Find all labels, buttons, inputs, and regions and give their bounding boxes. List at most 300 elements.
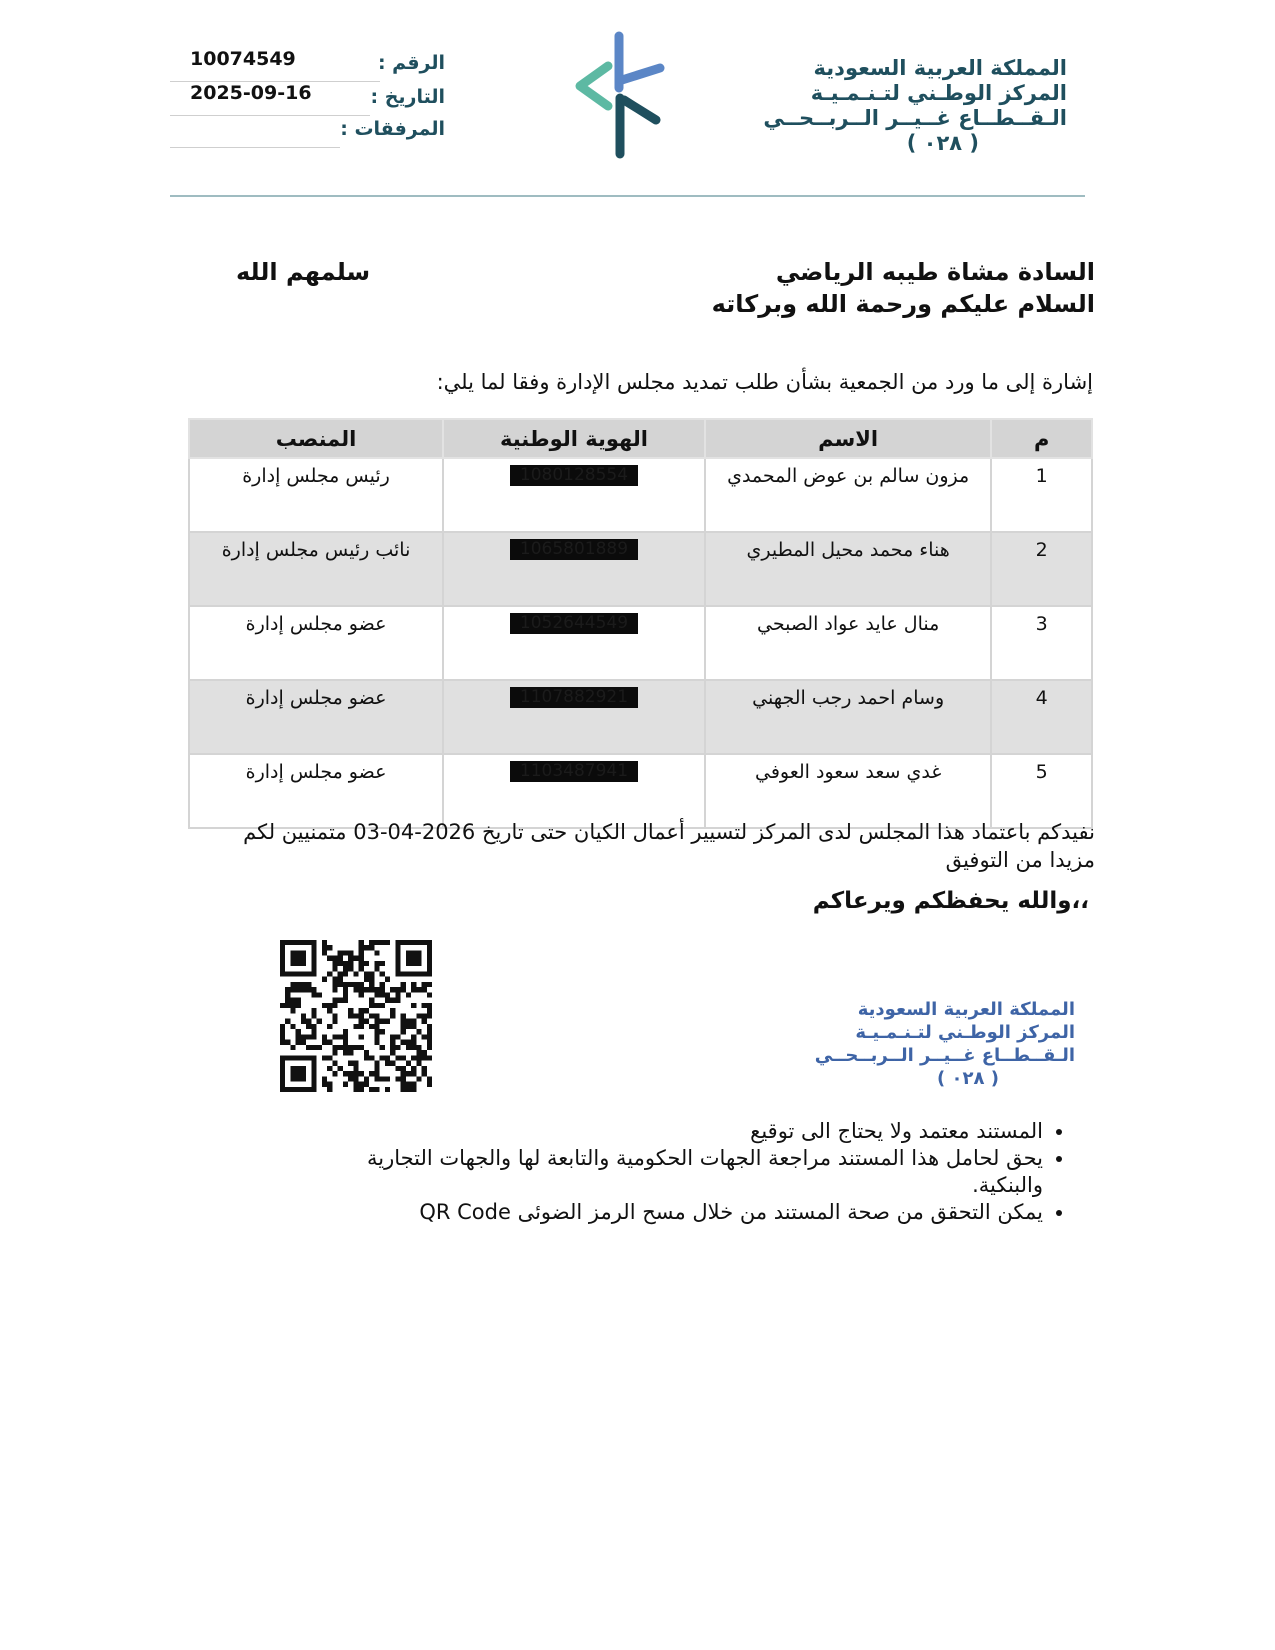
qr-module (332, 998, 337, 1003)
qr-module (338, 1034, 343, 1039)
qr-module (411, 1082, 416, 1087)
qr-module (359, 961, 364, 966)
row-num: 1 (991, 458, 1092, 532)
qr-module (427, 1055, 432, 1060)
qr-finder-edge (280, 1055, 285, 1092)
row-id-cell (443, 532, 705, 606)
table-row (189, 680, 1092, 754)
logo-dark-arm (624, 100, 656, 120)
qr-module (332, 1003, 337, 1008)
qr-module (401, 1076, 406, 1081)
row-id-cell (443, 754, 705, 828)
qr-module (327, 1082, 332, 1087)
qr-module (406, 1019, 411, 1024)
row-name: وسام احمد رجب الجهني (705, 680, 991, 754)
org-line-sector: الـقــطــاع غــيــر الــربــحــي (763, 106, 1067, 130)
qr-module (332, 1071, 337, 1076)
qr-module (380, 1055, 385, 1060)
table-row (189, 458, 1092, 532)
qr-module (374, 1071, 379, 1076)
qr-module (317, 992, 322, 997)
qr-module (364, 945, 369, 950)
qr-finder-edge (395, 940, 432, 945)
body-line-2: مزيدا من التوفيق (945, 848, 1095, 872)
closing: والله يحفظكم ويرعاكم،، (812, 888, 1089, 914)
row-id-cell (443, 458, 705, 532)
qr-module (332, 961, 337, 966)
qr-module (322, 977, 327, 982)
date-underline (170, 115, 370, 116)
qr-module (327, 956, 332, 961)
qr-module (353, 971, 358, 976)
redacted-national-id: 1103487941 (510, 761, 638, 782)
qr-module (395, 1076, 400, 1081)
qr-module (290, 1003, 295, 1008)
qr-module (359, 950, 364, 955)
qr-module (338, 982, 343, 987)
qr-module (385, 1061, 390, 1066)
qr-module (290, 1045, 295, 1050)
qr-module (348, 1013, 353, 1018)
qr-module (343, 1034, 348, 1039)
qr-module (301, 987, 306, 992)
row-num: 2 (991, 532, 1092, 606)
qr-module (285, 998, 290, 1003)
qr-module (332, 1050, 337, 1055)
qr-module (327, 1003, 332, 1008)
qr-module (401, 982, 406, 987)
qr-module (317, 1045, 322, 1050)
qr-finder-edge (280, 1087, 317, 1092)
notes-list (303, 1118, 1065, 1226)
qr-module (369, 945, 374, 950)
qr-module (411, 987, 416, 992)
stamp-line-country: المملكة العربية السعودية (857, 999, 1075, 1020)
qr-module (290, 1024, 295, 1029)
qr-module (385, 998, 390, 1003)
col-header-national-id: الهوية الوطنية (443, 419, 705, 458)
qr-module (311, 1034, 316, 1039)
qr-module (348, 982, 353, 987)
qr-module (380, 940, 385, 945)
qr-module (338, 971, 343, 976)
qr-module (427, 1040, 432, 1045)
qr-module (422, 1066, 427, 1071)
qr-module (385, 1019, 390, 1024)
qr-module (359, 1008, 364, 1013)
org-line-country: المملكة العربية السعودية (813, 56, 1067, 80)
qr-module (359, 992, 364, 997)
row-position: عضو مجلس إدارة (189, 680, 443, 754)
date-label: التاريخ : (370, 86, 445, 108)
qr-module (416, 1013, 421, 1018)
qr-module (401, 1055, 406, 1060)
qr-module (374, 1013, 379, 1018)
qr-finder-center (290, 950, 306, 966)
qr-module (364, 987, 369, 992)
qr-module (380, 1029, 385, 1034)
qr-module (364, 971, 369, 976)
qr-module (422, 1055, 427, 1060)
table-row (189, 606, 1092, 680)
qr-module (280, 1040, 285, 1045)
qr-module (411, 1045, 416, 1050)
qr-module (353, 1024, 358, 1029)
qr-module (385, 1087, 390, 1092)
qr-module (374, 961, 379, 966)
qr-module (401, 1066, 406, 1071)
attachments-label: المرفقات : (340, 118, 445, 140)
qr-module (343, 1040, 348, 1045)
qr-module (348, 1076, 353, 1081)
qr-module (311, 992, 316, 997)
qr-module (280, 1029, 285, 1034)
qr-module (338, 956, 343, 961)
qr-module (359, 1087, 364, 1092)
qr-module (290, 998, 295, 1003)
qr-module (301, 982, 306, 987)
qr-finder-edge (311, 1055, 316, 1092)
qr-module (427, 982, 432, 987)
qr-module (380, 1076, 385, 1081)
qr-module (364, 1019, 369, 1024)
qr-module (301, 1013, 306, 1018)
qr-module (332, 1013, 337, 1018)
qr-module (385, 940, 390, 945)
qr-module (374, 1061, 379, 1066)
qr-module (306, 1034, 311, 1039)
qr-module (369, 971, 374, 976)
qr-module (374, 1087, 379, 1092)
qr-module (395, 987, 400, 992)
ref-number-row (170, 48, 445, 82)
qr-module (296, 1034, 301, 1039)
qr-module (359, 1013, 364, 1018)
qr-module (411, 1040, 416, 1045)
qr-module (332, 1061, 337, 1066)
qr-module (332, 966, 337, 971)
qr-module (374, 992, 379, 997)
qr-module (296, 1029, 301, 1034)
ref-number-value: 10074549 (190, 48, 296, 70)
qr-module (306, 1024, 311, 1029)
qr-module (390, 1050, 395, 1055)
row-num: 4 (991, 680, 1092, 754)
date-value: 2025-09-16 (190, 82, 312, 104)
qr-module (385, 992, 390, 997)
greeting: السلام عليكم ورحمة الله وبركاته (711, 290, 1095, 318)
qr-module (422, 1019, 427, 1024)
qr-module (338, 950, 343, 955)
qr-module (390, 1045, 395, 1050)
qr-module (285, 987, 290, 992)
qr-module (353, 956, 358, 961)
qr-module (369, 998, 374, 1003)
qr-module (306, 982, 311, 987)
list-item: • يحق لحامل هذا المستند مراجعة الجهات الحكومية والتابعة لها والجهات التجارية والبنكية. (303, 1145, 1043, 1199)
qr-module (359, 1019, 364, 1024)
qr-module (401, 1024, 406, 1029)
qr-module (406, 1061, 411, 1066)
qr-module (427, 1008, 432, 1013)
qr-module (422, 1050, 427, 1055)
qr-module (390, 1040, 395, 1045)
qr-module (390, 987, 395, 992)
qr-module (422, 987, 427, 992)
qr-module (401, 987, 406, 992)
qr-module (380, 982, 385, 987)
qr-module (301, 1040, 306, 1045)
row-num: 3 (991, 606, 1092, 680)
qr-finder-edge (395, 971, 432, 976)
qr-module (322, 950, 327, 955)
row-name: هناء محمد محيل المطيري (705, 532, 991, 606)
qr-module (411, 1071, 416, 1076)
qr-module (406, 1087, 411, 1092)
qr-module (353, 1066, 358, 1071)
redacted-national-id: 1065801889 (510, 539, 638, 560)
qr-module (406, 1071, 411, 1076)
qr-module (353, 987, 358, 992)
qr-module (427, 992, 432, 997)
qr-module (296, 1003, 301, 1008)
qr-module (390, 1008, 395, 1013)
qr-module (296, 1040, 301, 1045)
qr-module (406, 992, 411, 997)
qr-module (380, 1003, 385, 1008)
qr-module (343, 987, 348, 992)
qr-module (353, 1087, 358, 1092)
row-name: مزون سالم بن عوض المحمدي (705, 458, 991, 532)
qr-module (290, 987, 295, 992)
qr-module (280, 1024, 285, 1029)
row-name: منال عايد عواد الصبحي (705, 606, 991, 680)
qr-module (369, 1024, 374, 1029)
qr-module (401, 1071, 406, 1076)
qr-module (395, 992, 400, 997)
qr-module (332, 1034, 337, 1039)
qr-module (332, 1045, 337, 1050)
qr-module (380, 961, 385, 966)
qr-module (401, 1082, 406, 1087)
qr-module (369, 987, 374, 992)
qr-finder-edge (427, 940, 432, 977)
qr-module (395, 1055, 400, 1060)
qr-module (296, 987, 301, 992)
qr-module (306, 1019, 311, 1024)
qr-module (306, 987, 311, 992)
qr-module (369, 977, 374, 982)
qr-module (353, 1013, 358, 1018)
qr-module (411, 982, 416, 987)
attachments-row (170, 118, 445, 148)
qr-module (374, 1040, 379, 1045)
table-header-row (189, 419, 1092, 458)
qr-module (416, 1055, 421, 1060)
list-item: • المستند معتمد ولا يحتاج الى توقيع (303, 1118, 1043, 1145)
qr-module (395, 1045, 400, 1050)
qr-module (390, 1013, 395, 1018)
qr-module (380, 1045, 385, 1050)
qr-module (380, 987, 385, 992)
addressee: السادة مشاة طيبه الرياضي (775, 258, 1095, 286)
qr-module (374, 1029, 379, 1034)
qr-module (380, 971, 385, 976)
qr-module (311, 1013, 316, 1018)
row-position: عضو مجلس إدارة (189, 606, 443, 680)
qr-module (322, 940, 327, 945)
qr-finder-edge (395, 940, 400, 977)
qr-module (359, 956, 364, 961)
qr-module (390, 1061, 395, 1066)
qr-module (296, 982, 301, 987)
qr-module (427, 1013, 432, 1018)
qr-module (427, 1003, 432, 1008)
qr-module (427, 1034, 432, 1039)
qr-module (416, 987, 421, 992)
qr-module (364, 1076, 369, 1081)
qr-module (359, 1045, 364, 1050)
qr-module (322, 1076, 327, 1081)
qr-module (327, 1087, 332, 1092)
qr-module (395, 1034, 400, 1039)
col-header-name: الاسم (705, 419, 991, 458)
qr-module (411, 1066, 416, 1071)
center-logo-icon (572, 28, 672, 162)
qr-module (327, 1024, 332, 1029)
qr-module (348, 966, 353, 971)
qr-finder-edge (280, 1055, 317, 1060)
qr-module (374, 1034, 379, 1039)
qr-module (311, 1045, 316, 1050)
qr-module (411, 1019, 416, 1024)
qr-module (401, 1019, 406, 1024)
qr-module (353, 1082, 358, 1087)
qr-module (332, 987, 337, 992)
qr-finder-edge (280, 971, 317, 976)
qr-module (359, 945, 364, 950)
qr-module (327, 1008, 332, 1013)
qr-finder-center (406, 950, 422, 966)
qr-module (374, 940, 379, 945)
qr-module (395, 998, 400, 1003)
qr-module (332, 982, 337, 987)
qr-module (327, 945, 332, 950)
qr-module (343, 1050, 348, 1055)
qr-module (374, 1019, 379, 1024)
row-name: غدي سعد سعود العوفي (705, 754, 991, 828)
qr-module (422, 982, 427, 987)
qr-module (338, 1066, 343, 1071)
qr-module (359, 1082, 364, 1087)
stamp-block (815, 998, 1075, 1090)
qr-module (374, 1076, 379, 1081)
row-position: رئيس مجلس إدارة (189, 458, 443, 532)
qr-module (322, 1003, 327, 1008)
qr-module (311, 1008, 316, 1013)
qr-module (411, 1024, 416, 1029)
qr-module (348, 1050, 353, 1055)
qr-module (343, 966, 348, 971)
qr-module (369, 1003, 374, 1008)
qr-module (348, 1045, 353, 1050)
qr-module (416, 1045, 421, 1050)
qr-module (311, 987, 316, 992)
qr-module (301, 1019, 306, 1024)
body-line-1: نفيدكم باعتماد هذا المجلس لدى المركز لتسيير أعمال الكيان حتى تاريخ 2026-04-03 متمنيين لكم (243, 820, 1095, 844)
qr-finder-edge (311, 940, 316, 977)
qr-module (338, 977, 343, 982)
qr-module (411, 1087, 416, 1092)
qr-module (364, 1008, 369, 1013)
stamp-line-center: المركز الوطـني لتـنـمـيـة (855, 1022, 1075, 1043)
qr-module (290, 1008, 295, 1013)
qr-module (416, 1050, 421, 1055)
qr-module (348, 1071, 353, 1076)
qr-module (322, 945, 327, 950)
qr-module (327, 1040, 332, 1045)
qr-module (359, 1071, 364, 1076)
qr-module (353, 1076, 358, 1081)
qr-module (332, 956, 337, 961)
qr-module (348, 1061, 353, 1066)
qr-module (285, 1019, 290, 1024)
qr-module (359, 966, 364, 971)
row-id-cell (443, 606, 705, 680)
qr-module (338, 961, 343, 966)
qr-module (390, 998, 395, 1003)
qr-module (411, 1003, 416, 1008)
qr-module (343, 961, 348, 966)
logo-blue-arm (622, 68, 660, 80)
qr-module (369, 1087, 374, 1092)
logo-teal-chevron (580, 66, 608, 106)
qr-module (416, 1076, 421, 1081)
qr-module (353, 982, 358, 987)
row-position: عضو مجلس إدارة (189, 754, 443, 828)
qr-module (401, 1087, 406, 1092)
qr-module (364, 977, 369, 982)
qr-module (359, 987, 364, 992)
qr-module (416, 1061, 421, 1066)
qr-module (359, 1024, 364, 1029)
qr-module (343, 992, 348, 997)
qr-module (427, 1029, 432, 1034)
qr-module (401, 1013, 406, 1018)
intro-paragraph: إشارة إلى ما ورد من الجمعية بشأن طلب تمديد مجلس الإدارة وفقا لما يلي: (436, 370, 1093, 394)
row-id-cell (443, 680, 705, 754)
qr-module (374, 1003, 379, 1008)
qr-module (353, 1061, 358, 1066)
qr-module (285, 992, 290, 997)
qr-module (374, 987, 379, 992)
qr-module (348, 961, 353, 966)
qr-module (359, 982, 364, 987)
redacted-national-id: 1080128554 (510, 465, 638, 486)
qr-module (422, 1013, 427, 1018)
qr-module (343, 971, 348, 976)
qr-module (348, 1008, 353, 1013)
ref-number-label: الرقم : (377, 52, 445, 74)
qr-module (406, 1045, 411, 1050)
qr-module (369, 982, 374, 987)
qr-module (353, 1071, 358, 1076)
qr-module (380, 1019, 385, 1024)
qr-module (296, 998, 301, 1003)
qr-module (343, 982, 348, 987)
qr-module (406, 1024, 411, 1029)
qr-module (416, 1029, 421, 1034)
